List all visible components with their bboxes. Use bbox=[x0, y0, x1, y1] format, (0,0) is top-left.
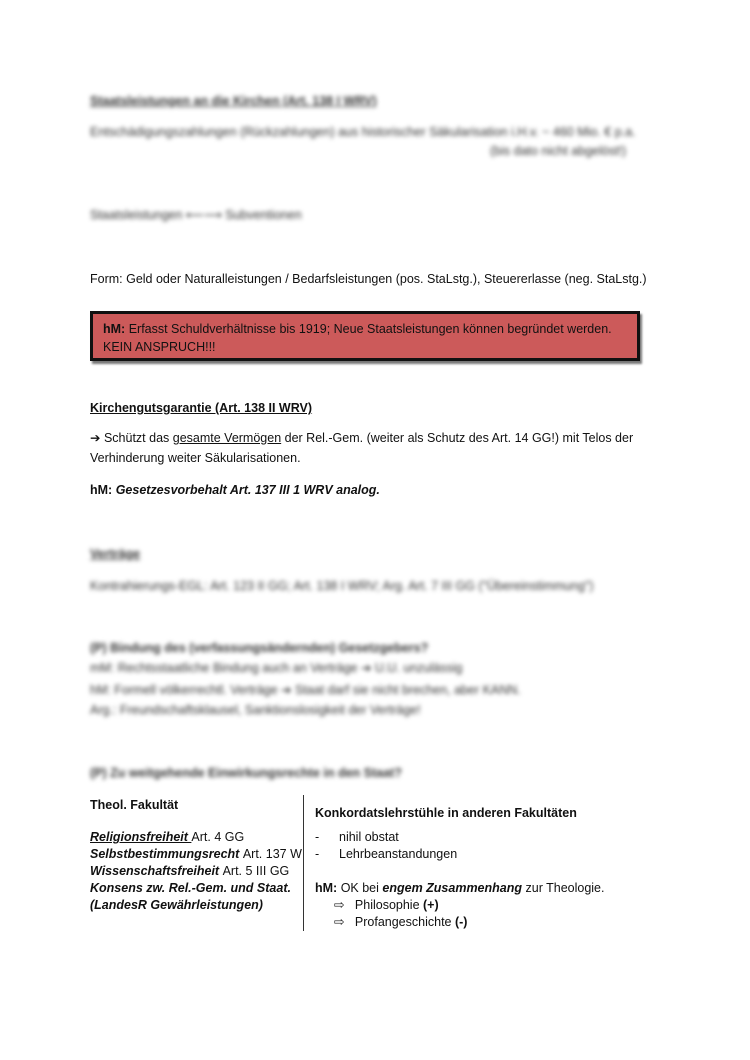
heading-staatsleistungen: Staatsleistungen an die Kirchen (Art. 138 I WRV) bbox=[90, 94, 377, 108]
kirchengut-hm-text: Gesetzesvorbehalt Art. 137 III 1 WRV analog. bbox=[115, 483, 380, 497]
right-col-bullet-1 bbox=[315, 829, 319, 845]
left-col-row-1 bbox=[90, 829, 244, 845]
right-col-item-1: nihil obstat bbox=[339, 830, 399, 844]
hm-highlight-box bbox=[90, 311, 640, 361]
left-col-row-4: Konsens zw. Rel.-Gem. und Staat. bbox=[90, 881, 291, 895]
profangeschichte: Profangeschichte bbox=[354, 915, 455, 929]
kirchengut-line-1 bbox=[90, 430, 633, 446]
kirchengut-text-a: Schützt das bbox=[100, 431, 173, 445]
minus-mark: (-) bbox=[454, 915, 468, 929]
right-col-hm-line bbox=[315, 880, 604, 896]
religionsfreiheit: Religionsfreiheit bbox=[90, 830, 192, 844]
hm-box-prefix: hM: bbox=[103, 322, 126, 336]
dash-bullet: - bbox=[315, 847, 320, 861]
philosophie: Philosophie bbox=[354, 898, 424, 912]
hm-box-line2: KEIN ANSPRUCH!!! bbox=[103, 340, 216, 354]
kirchengut-line-2: Verhinderung weiter Säkularisationen. bbox=[90, 451, 301, 465]
blurred-p-line-4: Arg.: Freundschaftsklausel, Sanktionslosigkeit der Verträge! bbox=[90, 703, 421, 717]
form-line: Form: Geld oder Naturalleistungen / Bedarfsleistungen (pos. StaLstg.), Steuererlasse (neg. StaLstg.) bbox=[90, 272, 647, 286]
art-4: Art. 4 GG bbox=[191, 830, 245, 844]
blurred-line-1: Entschädigungszahlungen (Rückzahlungen) aus historischer Säkularisation i.H.v. ~ 460 Mio. € p.a. bbox=[90, 125, 636, 139]
column-divider bbox=[303, 795, 304, 931]
plus-mark: (+) bbox=[423, 898, 439, 912]
hm-box-text: Erfasst Schuldverhältnisse bis 1919; Neue Staatsleistungen können begründet werden. bbox=[125, 322, 612, 336]
dash-bullet: - bbox=[315, 830, 320, 844]
heading-vertraege: Verträge bbox=[90, 547, 141, 561]
selbstbestimmungsrecht: Selbstbestimmungsrecht bbox=[90, 847, 243, 861]
blurred-line-4: Kontrahierungs-EGL: Art. 123 II GG; Art. 138 I WRV; Arg. Art. 7 III GG ("Übereinstimmung") bbox=[90, 579, 594, 593]
blurred-p-line-1: (P) Bindung des (verfassungsändernden) Gesetzgebers? bbox=[90, 641, 429, 655]
kirchengut-underlined: gesamte Vermögen bbox=[172, 431, 282, 445]
art-5: Art. 5 III GG bbox=[222, 864, 290, 878]
right-hm-a: OK bei bbox=[337, 881, 383, 895]
right-hm-prefix: hM: bbox=[315, 881, 338, 895]
wissenschaftsfreiheit: Wissenschaftsfreiheit bbox=[90, 864, 223, 878]
blurred-line-3: Staatsleistungen ⟵⟶ Subventionen bbox=[90, 208, 302, 222]
kirchengut-text-b: der Rel.-Gem. (weiter als Schutz des Art. 14 GG!) mit Telos der bbox=[281, 431, 634, 445]
left-col-row-2 bbox=[90, 846, 302, 862]
right-hm-b: zur Theologie. bbox=[522, 881, 605, 895]
left-col-heading: Theol. Fakultät bbox=[90, 798, 179, 812]
blurred-line-2: (bis dato nicht abgelöst!) bbox=[490, 144, 627, 158]
right-col-heading: Konkordatslehrstühle in anderen Fakultäten bbox=[315, 806, 577, 820]
art-137: Art. 137 W bbox=[242, 847, 302, 861]
left-col-row-5: (LandesR Gewährleistungen) bbox=[90, 898, 263, 912]
kirchengut-hm-prefix: hM: bbox=[90, 483, 116, 497]
right-col-bullet-2 bbox=[315, 846, 319, 862]
blurred-p-line-5: (P) Zu weitgehende Einwirkungsrechte in den Staat? bbox=[90, 766, 402, 780]
right-arrow-icon: ➔ bbox=[90, 431, 101, 445]
blurred-p-line-3: hM: Formell völkerrechtl. Verträge ➔ Staat darf sie nicht brechen, aber KANN. bbox=[90, 683, 521, 697]
hollow-arrow-icon: ⇨ bbox=[334, 915, 345, 929]
left-col-row-3 bbox=[90, 863, 289, 879]
sub-item-profangeschichte bbox=[334, 914, 467, 930]
sub-item-philosophie bbox=[334, 897, 439, 913]
heading-kirchengutsgarantie: Kirchengutsgarantie (Art. 138 II WRV) bbox=[90, 401, 313, 415]
right-hm-emph: engem Zusammenhang bbox=[382, 881, 523, 895]
kirchengut-hm-line bbox=[90, 482, 380, 498]
right-col-item-2: Lehrbeanstandungen bbox=[339, 847, 458, 861]
blurred-p-line-2: mM: Rechtsstaatliche Bindung auch an Verträge ➔ U.U. unzulässig bbox=[90, 661, 463, 675]
hollow-arrow-icon: ⇨ bbox=[334, 898, 345, 912]
